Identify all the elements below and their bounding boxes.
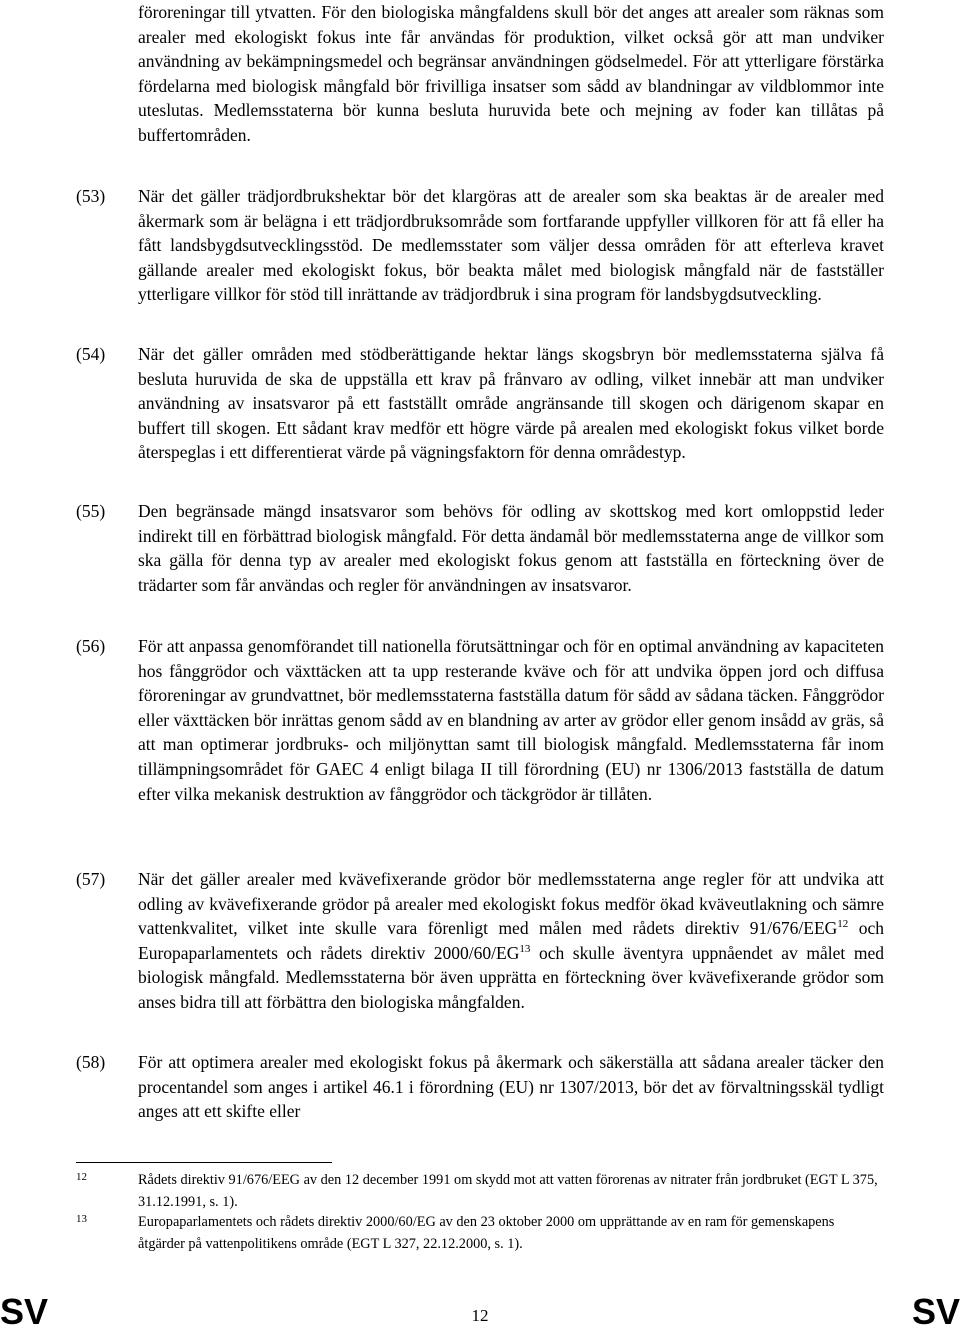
paragraph-number-58: (58) <box>76 1052 106 1072</box>
paragraph-57 <box>138 867 884 1015</box>
page-number: 12 <box>471 1306 489 1325</box>
language-code-right: SV <box>911 1291 960 1332</box>
footnote-ref-13: 13 <box>519 942 531 955</box>
footnote-13: Europaparlamentets och rådets direktiv 2000/60/EG av den 23 oktober 2000 om upprättande av en ram för gemenskapens åtgärder på vattenpolitikens område (EGT L 327, 22.12.2000, s. 1). <box>138 1214 835 1252</box>
continued-paragraph: föroreningar till ytvatten. För den biologiska mångfaldens skull bör det anges att arealer som räknas som arealer med ekologiskt fokus inte får användas för produktion, vilket också gör att man undviker användning av bekämpningsmedel och begränsar användningen gödselmedel. För att ytterligare förstärka fördelarna med biologisk mångfald bör frivilliga insatser som sådd av blandningar av vildblommor inte uteslutas. Medlemsstaterna bör kunna besluta huruvida bete och mejning av foder kan tillåtas på buffertområden. <box>138 2 884 145</box>
paragraph-58: För att optimera arealer med ekologiskt fokus på åkermark och säkerställa att sådana arealer täcker den procentandel som anges i artikel 46.1 i förordning (EU) nr 1307/2013, bör det av förvaltningsskäl tydligt anges att ett skifte eller <box>138 1052 884 1122</box>
footnote-12: Rådets direktiv 91/676/EEG av den 12 december 1991 om skydd mot att vatten förorenas av nitrater från jordbruket (EGT L 375, 31.12.1991, s. 1). <box>138 1172 878 1210</box>
paragraph-57-text-b: och Europaparlamentets och rådets direktiv 2000/60/EG <box>138 918 884 963</box>
paragraph-number-55: (55) <box>76 501 106 521</box>
paragraph-number-56: (56) <box>76 636 106 656</box>
paragraph-number-57: (57) <box>76 869 106 889</box>
language-code-left: SV <box>0 1291 49 1332</box>
paragraph-54: När det gäller områden med stödberättigande hektar längs skogsbryn bör medlemsstaterna själva få besluta huruvida de ska de uppställa ett krav på frånvaro av odling, vilket innebär att man undviker användning av insatsvaror på ett fastställt område angränsande till skogen och därigenom skapar en buffert till skogen. Ett sådant krav medför ett högre värde på arealen med ekologiskt fokus vilket borde återspeglas i ett differentierat värde på vägningsfaktorn för denna områdestyp. <box>138 344 884 463</box>
paragraph-57-text-c: och skulle äventyra uppnåendet av målet med biologisk mångfald. Medlemsstaterna bör även upprätta en förteckning över kvävefixerande grödor som anses bidra till att förbättra den biologiska mångfalden. <box>138 942 884 1012</box>
paragraph-number-54: (54) <box>76 344 106 364</box>
footnote-ref-12: 12 <box>837 918 849 931</box>
paragraph-53: När det gäller trädjordbrukshektar bör det klargöras att de arealer som ska beaktas är de arealer med åkermark som är belägna i ett trädjordbruksområde som fortfarande uppfyller villkoren för att få eller ha fått landsbygdsutvecklingsstöd. De medlemsstater som väljer dessa områden för att efterleva kravet gällande arealer med ekologiskt fokus, bör beakta målet med biologisk mångfald när de fastställer ytterligare villkor för stöd till inrättande av trädjordbruk i sina program för landsbygdsutveckling. <box>138 186 884 305</box>
paragraph-number-53: (53) <box>76 186 106 206</box>
paragraph-55: Den begränsade mängd insatsvaror som behövs för odling av skottskog med kort omloppstid leder indirekt till en förbättrad biologisk mångfald. För detta ändamål bör medlemsstaterna ange de villkor som ska gälla för denna typ av arealer med ekologiskt fokus genom att fastställa en förteckning över de trädarter som får användas och regler för användningen av insatsvaror. <box>138 501 884 595</box>
footnote-number-13: 13 <box>76 1213 87 1225</box>
footnote-number-12: 12 <box>76 1171 87 1183</box>
footnote-separator <box>76 1162 332 1163</box>
paragraph-56: För att anpassa genomförandet till nationella förutsättningar och för en optimal användning av kapaciteten hos fånggrödor och växttäcken att ta upp resterande kväve och för att undvika öppen jord och diffusa föroreningar av grundvattnet, bör medlemsstaterna fastställa datum för sådd av sådana täcken. Fånggrödor eller växttäcken bör inrättas genom sådd av en blandning av arter av grödor eller genom insådd av gräs, så att man optimerar jordbruks- och miljönyttan samt till biologisk mångfald. Medlemsstaterna får inom tillämpningsområdet för GAEC 4 enligt bilaga II till förordning (EU) nr 1306/2013 fastställa de datum efter vilka mekanisk destruktion av fånggrödor och täckgrödor är tillåten. <box>138 636 884 804</box>
paragraph-57-text-a: När det gäller arealer med kvävefixerande grödor bör medlemsstaterna ange regler för att undvika att odling av kvävefixerande grödor på arealer med ekologiskt fokus medför ökad kväveutlakning och sämre vattenkvalitet, vilket inte skulle vara förenligt med målen med rådets direktiv 91/676/EEG <box>138 869 884 939</box>
